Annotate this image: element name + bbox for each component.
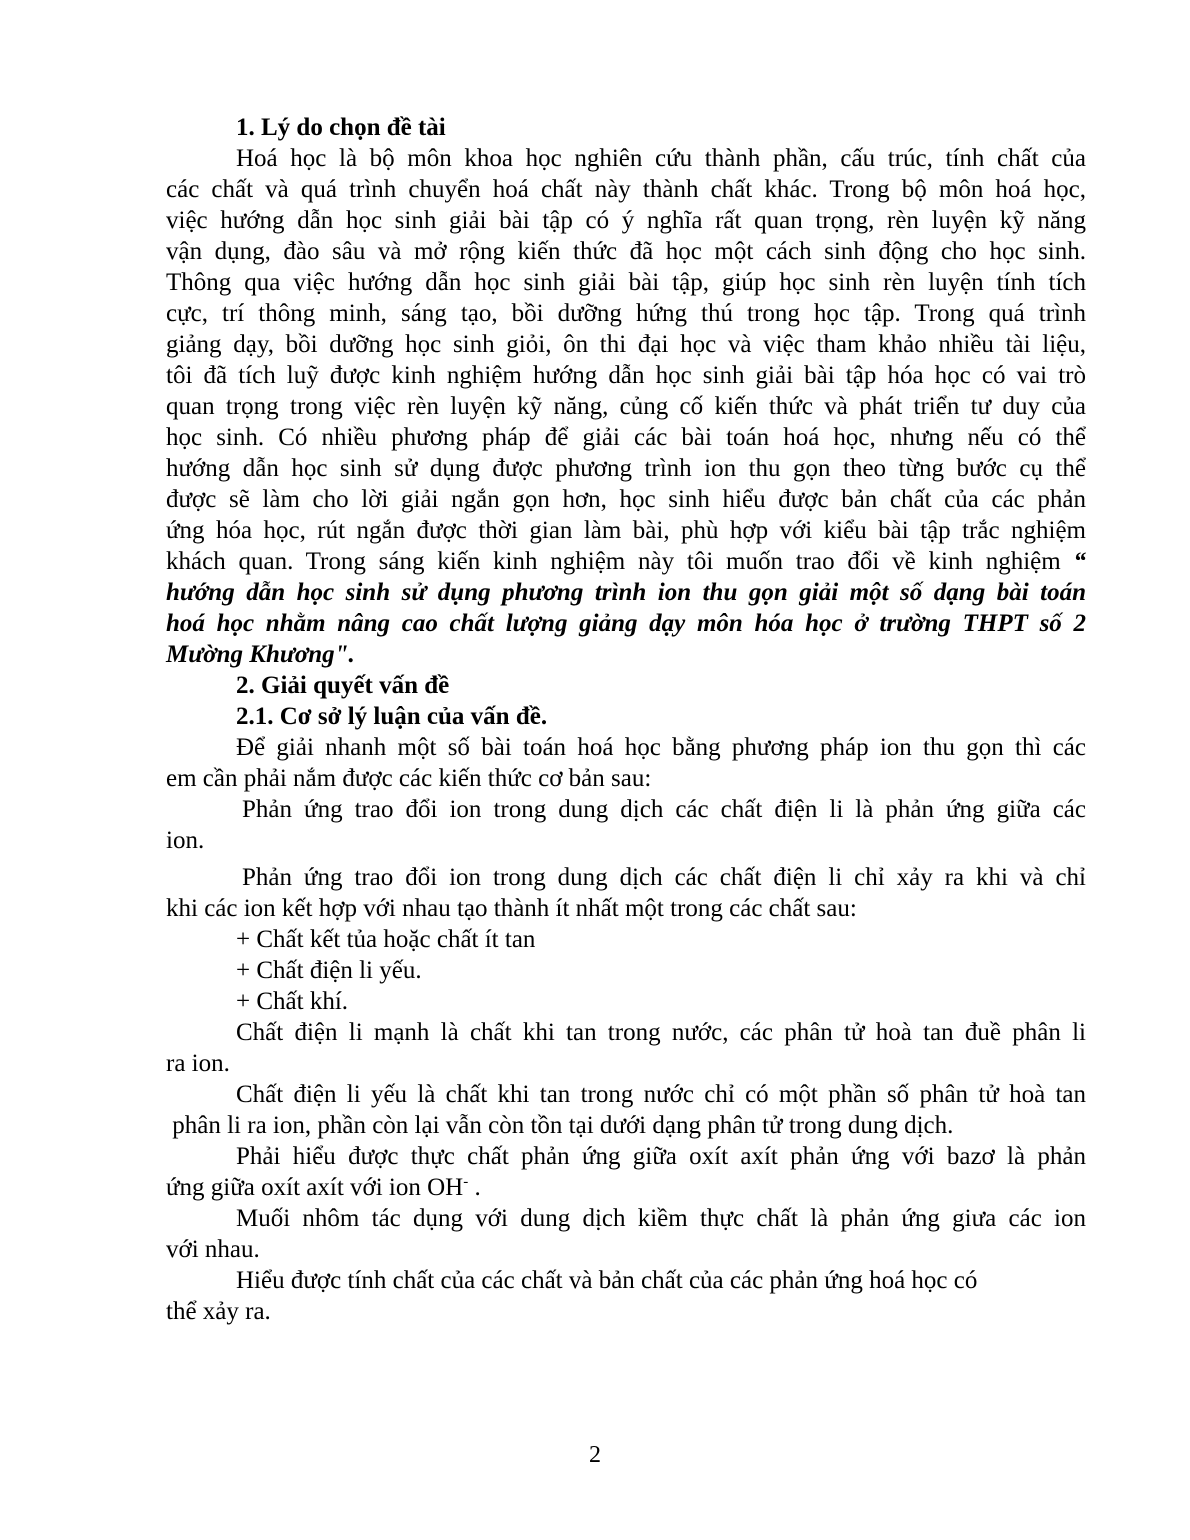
paragraph-line: thể xảy ra.: [166, 1298, 271, 1325]
opening-quote: “: [1073, 548, 1086, 575]
page-number: 2: [589, 1442, 601, 1468]
paragraph-line: với nhau.: [166, 1236, 260, 1263]
paragraph-line: học sinh. Có nhiều phương pháp để giải các bài toán hoá học, nhưng nếu có thể: [166, 424, 1086, 451]
paragraph-line: Phản ứng trao đổi ion trong dung dịch các chất điện li là phản ứng giữa các: [242, 796, 1086, 823]
document-page: [166, 112, 1086, 1327]
paragraph-line: ra ion.: [166, 1050, 230, 1077]
paragraph-line: các chất và quá trình chuyển hoá chất này thành chất khác. Trong bộ môn hoá học,: [166, 176, 1086, 203]
paragraph-line: Hoá học là bộ môn khoa học nghiên cứu thành phần, cấu trúc, tính chất của: [236, 145, 1086, 172]
topic-title-line: hoá học nhằm nâng cao chất lượng giảng dạy môn hóa học ở trường THPT số 2: [166, 610, 1086, 637]
paragraph-line: [166, 1172, 1086, 1203]
paragraph-text: khách quan. Trong sáng kiến kinh nghiệm này tôi muốn trao đổi về kinh nghiệm: [166, 548, 1061, 575]
topic-title-end: Mường Khương".: [166, 641, 355, 668]
paragraph-line: em cần phải nắm được các kiến thức cơ bản sau:: [166, 765, 652, 792]
paragraph-line: quan trọng trong việc rèn luyện kỹ năng, củng cố kiến thức và phát triển tư duy của: [166, 393, 1086, 420]
paragraph-line: tôi đã tích luỹ được kinh nghiệm hướng dẫn học sinh giải bài tập hóa học có vai trò: [166, 362, 1086, 389]
paragraph-line: Chất điện li mạnh là chất khi tan trong nước, các phân tử hoà tan đuề phân li: [236, 1019, 1086, 1046]
paragraph-text: .: [468, 1174, 481, 1201]
paragraph-line: việc hướng dẫn học sinh giải bài tập có ý nghĩa rất quan trọng, rèn luyện kỹ năng: [166, 207, 1086, 234]
list-item: + Chất khí.: [236, 988, 349, 1015]
paragraph-line: cực, trí thông minh, sáng tạo, bồi dưỡng hứng thú trong học tập. Trong quá trình: [166, 300, 1086, 327]
paragraph-line: Phản ứng trao đổi ion trong dung dịch các chất điện li chỉ xảy ra khi và chỉ: [242, 864, 1086, 891]
list-item: + Chất điện li yếu.: [236, 957, 422, 984]
paragraph-line: phân li ra ion, phần còn lại vẫn còn tồn tại dưới dạng phân tử trong dung dịch.: [166, 1112, 954, 1139]
paragraph-line: hướng dẫn học sinh sử dụng được phương trình ion thu gọn theo từng bước cụ thể: [166, 455, 1086, 482]
paragraph-line: Thông qua việc hướng dẫn học sinh giải bài tập, giúp học sinh rèn luyện tính tích: [166, 269, 1086, 296]
paragraph-line: Hiểu được tính chất của các chất và bản chất của các phản ứng hoá học có: [236, 1267, 978, 1294]
paragraph-line: khi các ion kết hợp với nhau tạo thành ít nhất một trong các chất sau:: [166, 895, 857, 922]
paragraph-line: ion.: [166, 827, 205, 854]
paragraph-line: Muối nhôm tác dụng với dung dịch kiềm thực chất là phản ứng giưa các ion: [236, 1205, 1086, 1232]
topic-title-line: hướng dẫn học sinh sử dụng phương trình ion thu gọn giải một số dạng bài toán: [166, 579, 1086, 606]
list-item: + Chất kết tủa hoặc chất ít tan: [236, 926, 536, 953]
paragraph-line: ứng hóa học, rút ngắn được thời gian làm bài, phù hợp với kiểu bài tập trắc nghiệm: [166, 517, 1086, 544]
paragraph-line: giảng dạy, bồi dưỡng học sinh giỏi, ôn thi đại học và việc tham khảo nhiều tài liệu,: [166, 331, 1086, 358]
paragraph-line: Để giải nhanh một số bài toán hoá học bằng phương pháp ion thu gọn thì các: [236, 734, 1086, 761]
paragraph-line: Chất điện li yếu là chất khi tan trong nước chỉ có một phần số phân tử hoà tan: [236, 1081, 1086, 1108]
paragraph-line: được sẽ làm cho lời giải ngắn gọn hơn, học sinh hiểu được bản chất của các phản: [166, 486, 1086, 513]
paragraph-line: vận dụng, đào sâu và mở rộng kiến thức đã học một cách sinh động cho học sinh.: [166, 238, 1086, 265]
section-heading-2: 2. Giải quyết vấn đề: [236, 672, 450, 699]
superscript-minus: -: [463, 1174, 469, 1190]
sub-heading-2-1: 2.1. Cơ sở lý luận của vấn đề.: [236, 703, 548, 730]
paragraph-line: Phải hiểu được thực chất phản ứng giữa oxít axít phản ứng với bazơ là phản: [236, 1143, 1086, 1170]
paragraph-line: [166, 546, 1086, 577]
paragraph-text: ứng giữa oxít axít với ion OH: [166, 1174, 464, 1201]
section-heading-1: 1. Lý do chọn đề tài: [236, 114, 446, 141]
